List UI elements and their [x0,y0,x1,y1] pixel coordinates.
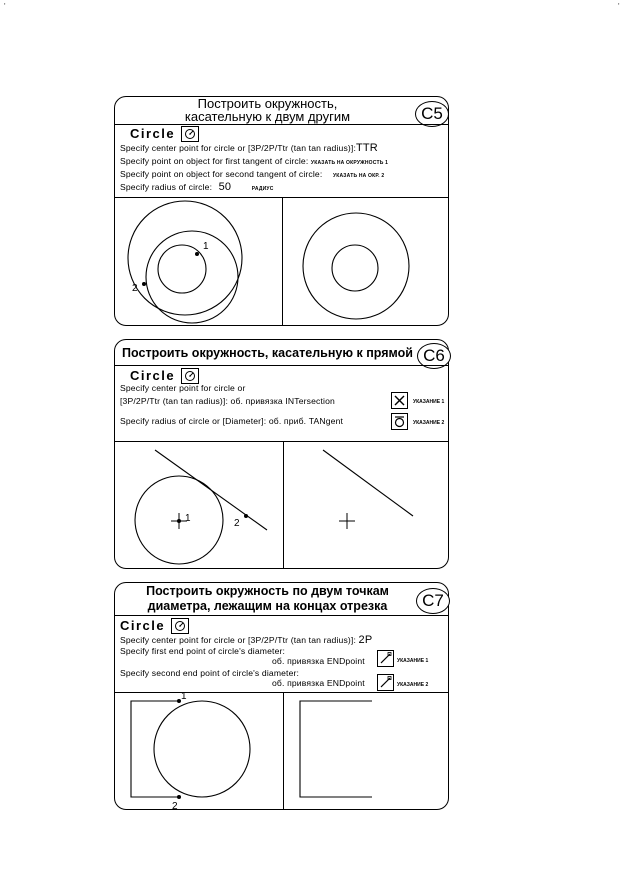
c5-result-outer-circle [303,213,409,319]
endpoint-snap-icon [377,674,394,691]
c5-prompt-1-text: Specify center point for circle or [3P/2P/Ttr (tan tan radius)]: [120,143,356,153]
c7-command-name: Circle [120,618,166,633]
circle-command-icon [181,368,199,384]
c5-title-line1: Построить окружность, [197,96,338,111]
c7-label-1: 1 [181,691,187,702]
c7-prompt-1-value: 2P [358,634,373,646]
c5-prompt-3-note: УКАЗАТЬ НА ОКР. 2 [332,173,385,179]
intersection-snap-icon [391,392,408,409]
c6-label-1: 1 [185,513,191,524]
c5-outer-circle [128,201,242,315]
section-c5 [114,96,449,326]
c7-snap-2: об. привязка ENDpoint [272,678,365,688]
endpoint-snap-icon [377,650,394,667]
c5-figure-before [115,198,282,326]
c6-prompt-2-text: [3P/2P/Ttr (tan tan radius)]: [120,396,228,406]
c7-title-line2: диаметра, лежащим на концах отрезка [147,599,388,613]
c7-circle [154,701,250,797]
c6-prompt-1: Specify center point for circle or [120,383,246,393]
section-c7 [114,582,449,810]
section-c6 [114,339,449,569]
c6-snap-2-text: об. приб. TANgent [268,416,344,426]
c5-figure-after [283,198,450,326]
c6-prompt-2 [120,396,335,407]
c6-label-2: 2 [234,518,240,529]
c6-point-2 [244,514,248,518]
c6-note-1: УКАЗАНИЕ 1 [413,399,445,405]
c7-point-2 [177,795,181,799]
c5-title-line2: касательную к двум другим [184,109,351,124]
c5-prompt-2-text: Specify point on object for first tangent of circle: [120,156,309,166]
c7-polyline [131,701,179,797]
c7-title-line1: Построить окружность по двум точкам [146,584,389,598]
c6-command-name: Circle [130,368,176,383]
c6-title: Построить окружность, касательную к прямой [122,346,413,360]
c6-prompt-3 [120,416,343,427]
corner-mark-top-right: ' [618,2,620,11]
c5-inner-circle [158,245,206,293]
c5-command-name: Circle [130,126,176,141]
c6-snap-1-text: об. привязка INTersection [230,396,335,406]
c6-figure-before [115,442,283,569]
c5-prompt-4-note: РАДИУС [251,186,274,192]
c7-label-2: 2 [172,801,178,812]
c7-prompt-2: Specify first end point of circle's diameter: [120,646,286,656]
c6-figure-after [284,442,451,569]
c7-badge: C7 [416,588,450,614]
c7-figure-after [284,693,451,811]
c7-prompt-1-text: Specify center point for circle or [3P/2P/Ttr (tan tan radius)]: [120,635,356,645]
c7-prompt-3: Specify second end point of circle's diameter: [120,668,300,678]
c6-note-2: УКАЗАНИЕ 2 [413,420,445,426]
c5-badge: C5 [415,101,449,127]
c6-result-line [323,450,413,516]
c7-figure-before [115,693,283,811]
c5-prompt-3 [120,169,384,182]
c5-label-1: 1 [203,241,209,252]
c5-point-2 [142,282,146,286]
c7-note-2: УКАЗАНИЕ 2 [397,682,429,688]
c5-prompt-1-value: TTR [356,142,378,154]
c5-prompt-4-text: Specify radius of circle: [120,182,213,192]
c7-divider-top [115,615,448,616]
c5-label-2: 2 [132,283,138,294]
c7-result-polyline [300,701,372,797]
c5-result-inner-circle [332,245,378,291]
c7-prompt-1 [120,635,372,646]
c6-divider-top [115,365,448,366]
c5-prompt-3-text: Specify point on object for second tangent of circle: [120,169,323,179]
c5-prompt-2-note: УКАЗАТЬ НА ОКРУЖНОСТЬ 1 [310,160,389,166]
c7-snap-1: об. привязка ENDpoint [272,656,365,666]
c6-prompt-3-text: Specify radius of circle or [Diameter]: [120,416,267,426]
c5-prompt-4-value: 50 [218,181,232,193]
c5-divider-top [115,124,448,125]
c5-prompt-1 [120,143,378,154]
c5-prompt-4 [120,182,274,195]
c5-point-1 [195,252,199,256]
circle-command-icon [171,618,189,634]
c6-point-1 [177,519,181,523]
c7-note-1: УКАЗАНИЕ 1 [397,658,429,664]
c6-badge: C6 [417,343,451,369]
c5-prompt-2 [120,156,388,169]
corner-mark-top-left: ' [4,2,6,11]
circle-command-icon [181,126,199,142]
tangent-snap-icon [391,413,408,430]
